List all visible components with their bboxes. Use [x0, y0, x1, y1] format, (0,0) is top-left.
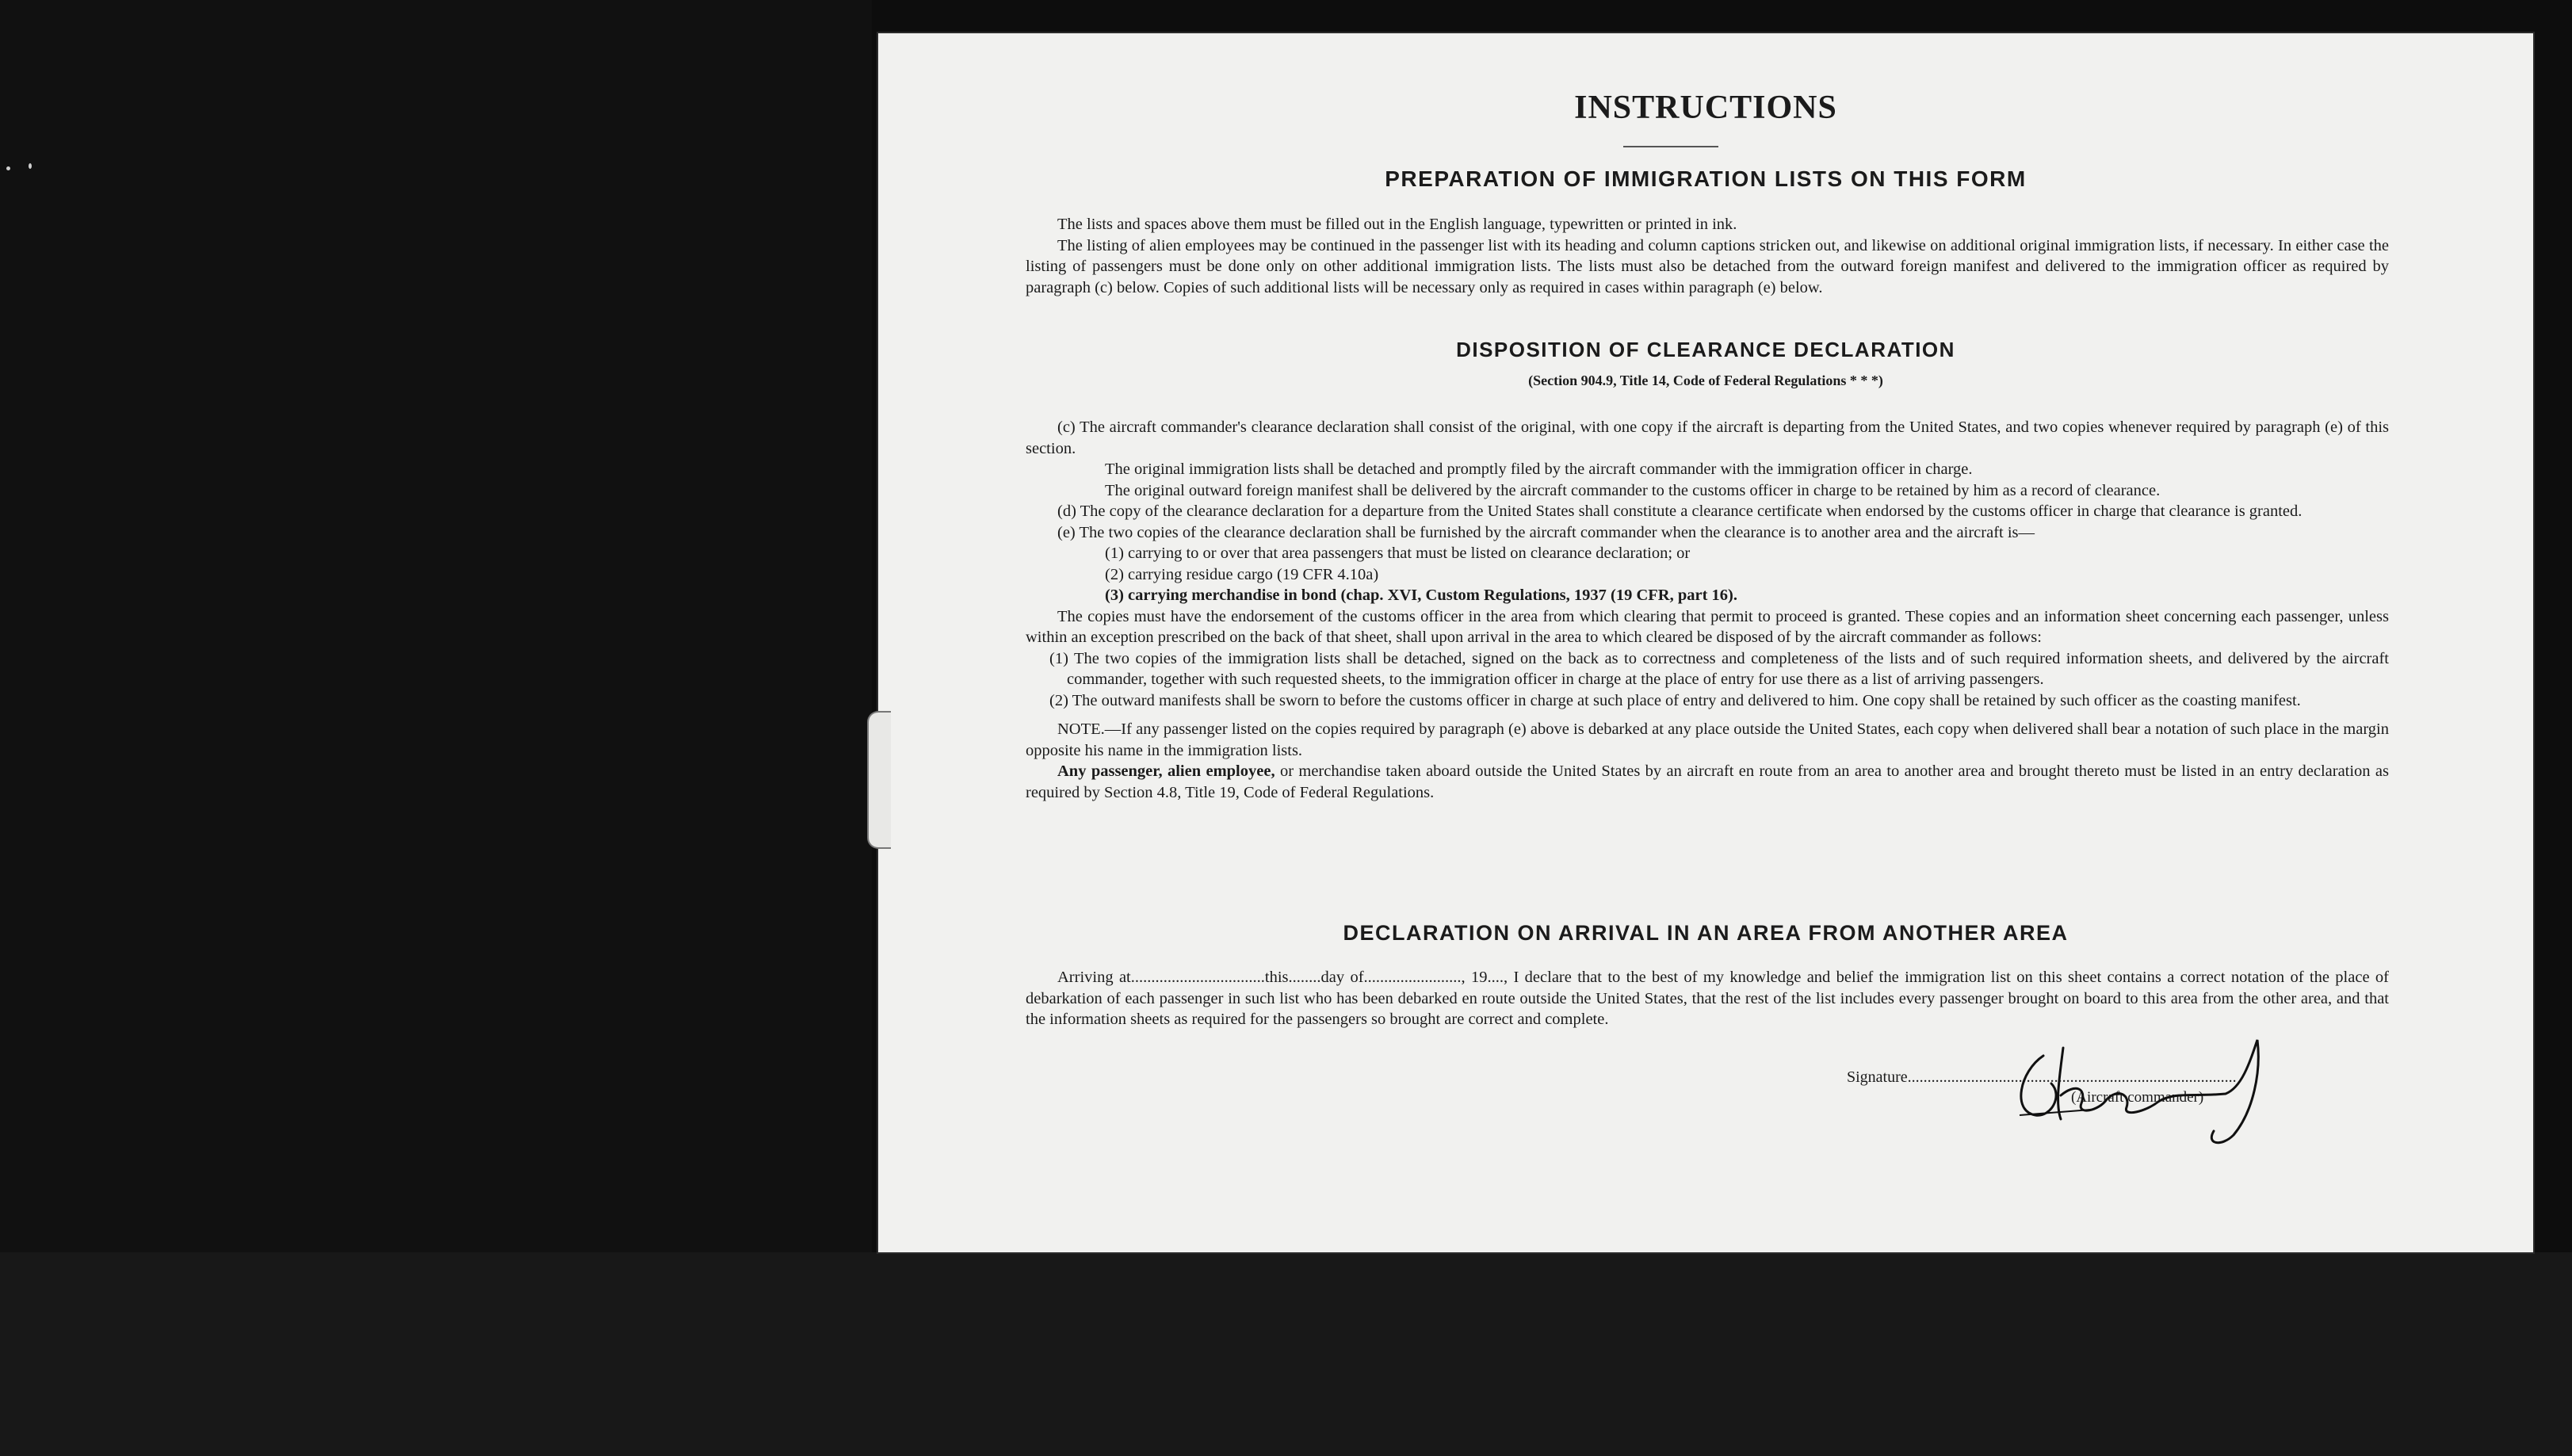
paragraph: The listing of alien employees may be continued in the passenger list with its heading and column captions stricken out, and likewise on additional original immigration lists, if necessary. In either case the listing of passengers must be done only on other additional immigration lists. The lists must also be detached from the outward foreign manifest and delivered to the immigration officer as required by paragraph (c) below. Copies of such additional lists will be necessary only as required in cases within paragraph (e) below.: [1026, 236, 2389, 296]
signature-line: Signature...................................................................................: [1847, 1068, 2237, 1086]
signature-caption: (Aircraft commander): [2071, 1089, 2204, 1106]
paragraph-c3: The original outward foreign manifest shall be delivered by the aircraft commander to the customs officer in charge to be retained by him as a record of clearance.: [1105, 481, 2161, 499]
paragraph-c2: The original immigration lists shall be detached and promptly filed by the aircraft commander with the immigration officer in charge.: [1105, 460, 1973, 478]
paragraph-f2: (2) The outward manifests shall be sworn to before the customs officer in charge at such place of entry and delivered to him. One copy shall be retained by such officer as the coasting manifest.: [1049, 691, 2301, 709]
note2-paragraph: [1026, 761, 2389, 803]
paragraph-e3: (3) carrying merchandise in bond (chap. XVI, Custom Regulations, 1937 (19 CFR, part 16).: [1105, 587, 1737, 604]
document-sheet: [878, 33, 2533, 1252]
paragraph-d: (d) The copy of the clearance declaration for a departure from the United States shall constitute a clearance certificate when endorsed by the customs officer in charge that clearance is granted.: [1057, 503, 2303, 520]
paragraph-e4: The copies must have the endorsement of the customs officer in the area from which clearing that permit to proceed is granted. These copies and an information sheet concerning each passenger, unless within an exception prescribed on the back of that sheet, shall upon arrival in the area to which cleared be disposed of by the aircraft commander as follows:: [1026, 607, 2389, 646]
paragraph-e1: (1) carrying to or over that area passengers that must be listed on clearance declaration; or: [1105, 545, 1691, 562]
title-divider: [1623, 146, 1718, 147]
scan-speck: [6, 166, 10, 170]
paragraph-f1: (1) The two copies of the immigration lists shall be detached, signed on the back as to correctness and completeness of the lists and of such required information sheets, and delivered by the aircraft commander, together with such requested sheets, to the immigration officer in charge at the place of entry for use there as a list of arriving passengers.: [1049, 649, 2389, 688]
note2-text: or merchandise taken aboard outside the United States by an aircraft en route from an area to another area and brought thereto must be listed in an entry declaration as required by Section 4.8, Title 19, Code of Federal Regulations.: [1026, 762, 2389, 801]
disposition-text: [1026, 417, 2389, 803]
note2-lead: Any passenger, alien employee,: [1057, 762, 1275, 780]
scan-background-lower: [0, 1252, 2572, 1456]
note-paragraph: NOTE.—If any passenger listed on the copies required by paragraph (e) above is debarked at any place outside the United States, each copy when delivered shall bear a notation of such place in the margin opposite his name in the immigration lists.: [1026, 720, 2389, 759]
declaration-paragraph: Arriving at.................................this........day of........................, 19...., I declare that to the best of my knowledge and belief the immigration list on this sheet contains a correct notation of the place of debarkation of each passenger in such list who has been debarked en route outside the United States, that the rest of the list includes every passenger brought on board to this area from the other area, and that the information sheets as required for the passengers so brought are correct and complete.: [1026, 969, 2389, 1028]
section-heading-preparation: PREPARATION OF IMMIGRATION LISTS ON THIS FORM: [1385, 166, 2027, 191]
section-heading-disposition: DISPOSITION OF CLEARANCE DECLARATION: [1456, 338, 1955, 361]
scan-speck: [29, 163, 32, 169]
paragraph-e: (e) The two copies of the clearance declaration shall be furnished by the aircraft commander when the clearance is to another area and the aircraft is—: [1057, 523, 2035, 541]
preparation-text: [1026, 214, 2389, 298]
page-edge-tab: [867, 711, 891, 849]
page-title: INSTRUCTIONS: [1574, 90, 1837, 126]
section-heading-declaration: DECLARATION ON ARRIVAL IN AN AREA FROM ANOTHER AREA: [1343, 921, 2069, 945]
section-subheading: (Section 904.9, Title 14, Code of Federal Regulations * * *): [1528, 373, 1883, 388]
handwritten-signature: [1988, 1008, 2305, 1151]
scan-background-left: [0, 0, 872, 1456]
paragraph: The lists and spaces above them must be filled out in the English language, typewritten or printed in ink.: [1057, 216, 1737, 233]
paragraph-e2: (2) carrying residue cargo (19 CFR 4.10a): [1105, 565, 1379, 583]
paragraph-c: (c) The aircraft commander's clearance declaration shall consist of the original, with one copy if the aircraft is departing from the United States, and two copies whenever required by paragraph (e) of this section.: [1026, 418, 2389, 457]
